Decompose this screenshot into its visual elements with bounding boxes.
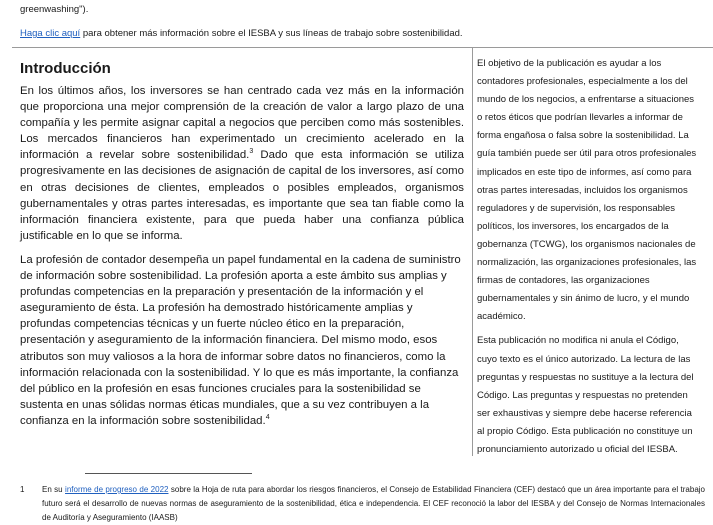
intro-paragraph-1-text: En los últimos años, los inversores se han centrado cada vez más en la información que proporciona una mejor comprensión de la creación de valor a largo plazo de una compañía y les permite asignar capital a negocios que perciben como más sostenibles. Los mercados financieros han experimentado un crecimiento acelerado en la información a revelar sobre sostenibilidad. [20,85,464,162]
progress-report-link[interactable]: informe de progreso de 2022 [65,485,169,494]
section-heading: Introducción [20,60,111,77]
vertical-divider [472,47,473,456]
horizontal-divider [12,47,713,48]
intro-paragraph-2 [20,252,464,429]
intro-paragraph-1-continued: Dado que esta información se utiliza progresivamente en las decisiones de asignación de capital de los inversores, así como en otras decisiones de clientes, empleados o posibles empleados, organismos gubernamentales y otras partes interesadas, es importante que sea tan fiable como la información financiera existente, para que pueda haber una confianza pública justificable en lo que se informa. [20,149,464,242]
footnote-text: sobre la Hoja de ruta para abordar los riesgos financieros, el Consejo de Estabilidad Financiera (CEF) destacó que un área importante para el trabajo futuro será el desarrollo de nuevas normas de aseguramiento de la sostenibilidad, ética e independencia. El CEF reconoció la labor del IESBA y del Consejo de Normas Internacionales de Auditoría y Aseguramiento (IAASB) [42,485,705,522]
sidebar-box [477,55,699,465]
intro-paragraph-1 [20,83,464,244]
footnote-ref-3: 3 [249,148,254,156]
footnote-body [42,483,705,525]
footnote-prefix: En su [42,485,63,494]
footnote [20,483,705,525]
footnote-number: 1 [20,485,25,494]
info-line [20,28,463,39]
continuation-text: greenwashing"). [20,4,89,15]
click-here-link[interactable]: Haga clic aquí [20,28,81,39]
main-column [20,60,464,437]
footnote-separator [85,473,252,474]
sidebar-paragraph-1: El objetivo de la publicación es ayudar a los contadores profesionales, especialmente a los del mundo de los negocios, a enfrentarse a situaciones o retos éticos que podrían llevarles a informar de forma engañosa o falsa sobre la sostenibilidad. La guía también puede ser útil para otros profesionales implicados en este tipo de informes, así como para otras partes interesadas, incluidos los organismos reguladores y de supervisión, los responsables políticos, los inversores, los encargados de la gobernanza (TCWG), los organismos nacionales de normalización, las organizaciones profesionales, las firmas de contadores, las organizaciones gubernamentales y sin ánimo de lucro, y el mundo académico. [477,58,697,323]
footnote-ref-4: 4 [265,414,270,422]
info-line-suffix: para obtener más información sobre el IESBA y sus líneas de trabajo sobre sostenibilidad. [82,28,463,39]
sidebar-paragraph-2: Esta publicación no modifica ni anula el Código, cuyo texto es el único autorizado. La lectura de las preguntas y respuestas no sustituye a la lectura del Código. Las preguntas y respuestas no pretenden ser exhaustivas y siempre debe hacerse referencia al propio Código. Esta publicación no constituye un pronunciamiento autorizado u oficial del IESBA. [477,335,694,455]
intro-paragraph-2-text: La profesión de contador desempeña un papel fundamental en la cadena de suministro de información sobre sostenibilidad. La profesión aporta a este ámbito sus amplias y profundas competencias en la preparación y presentación de la información y el aseguramiento de ésta. La profesión ha demostrado históricamente amplias y profundas competencias técnicas y un fuerte núcleo ético en la preparación, presentación y aseguramiento de la información financiera. Del mismo modo, esos atributos son muy valiosos a la hora de informar sobre datos no financieros, como la información relacionada con la sostenibilidad. Y lo que es más importante, la confianza del público en la profesión en esas funciones cruciales para la sostenibilidad se sustenta en unas sólidas normas éticas mundiales, que a su vez contribuyen a la confianza en la información sobre sostenibilidad. [20,253,461,427]
